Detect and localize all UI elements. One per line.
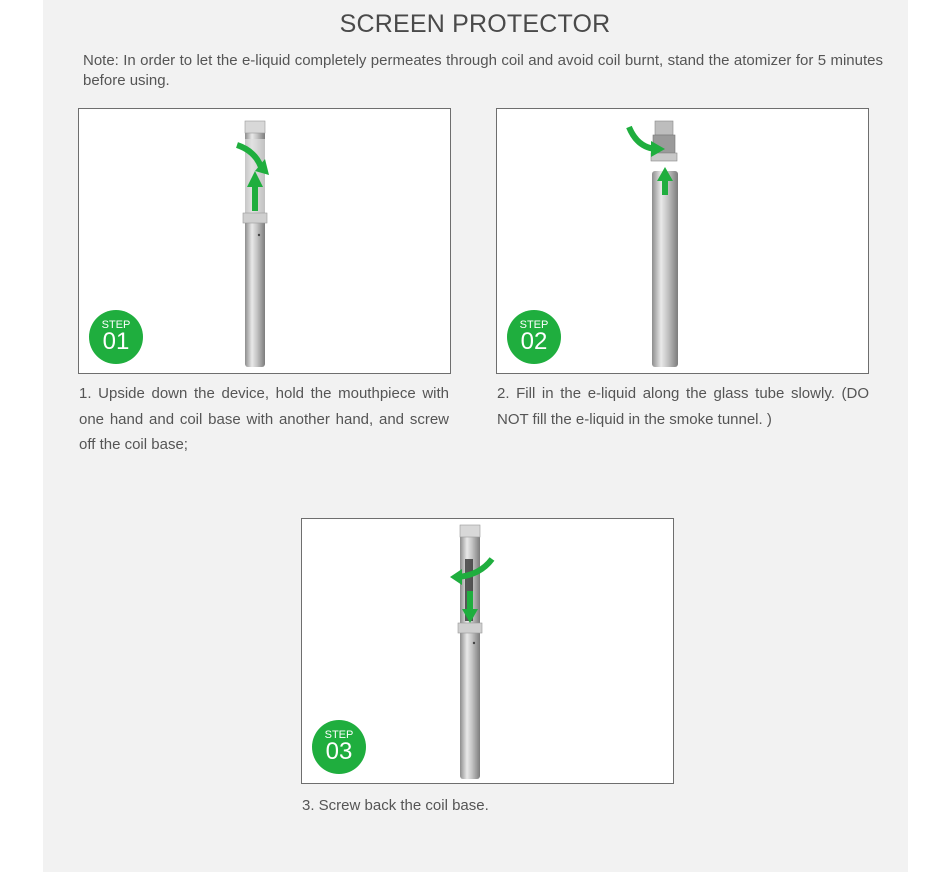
step-2-badge: STEP 02 <box>507 310 561 364</box>
step-2-description: 2. Fill in the e-liquid along the glass tube slowly. (DO NOT fill the e-liquid in the smoke tunnel. ) <box>497 385 869 428</box>
step-1-image <box>78 108 451 374</box>
step-1-badge: STEP 01 <box>89 310 143 364</box>
step-1-description: 1. Upside down the device, hold the mouthpiece with one hand and coil base with another hand, and screw off the coil base; <box>79 385 449 453</box>
step-3-image <box>301 518 674 784</box>
step-2-image <box>496 108 869 374</box>
step-3-description: 3. Screw back the coil base. <box>302 797 489 814</box>
page-title: SCREEN PROTECTOR <box>339 10 611 38</box>
coil-base-icon <box>655 121 673 135</box>
usage-note: Note: In order to let the e-liquid completely permeates through coil and avoid coil burnt, stand the atomizer for 5 minutes before using. <box>83 52 883 89</box>
step-3-badge: STEP 03 <box>312 720 366 774</box>
